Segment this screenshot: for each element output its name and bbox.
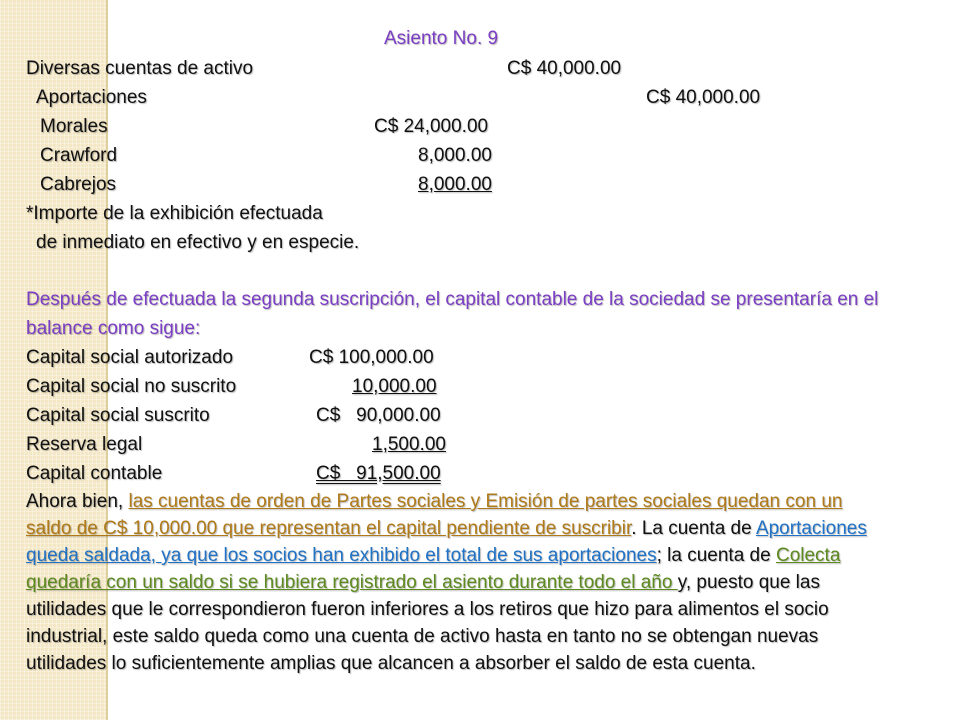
slide-title: Asiento No. 9: [384, 28, 499, 49]
partner-name: Cabrejos: [40, 174, 117, 195]
entry-credit-amount: C$ 40,000.00: [646, 87, 761, 108]
paragraph-line: [26, 488, 842, 515]
balance-label: Reserva legal: [26, 434, 143, 455]
balance-amount: C$ 90,000.00: [316, 405, 441, 426]
balance-amount: C$ 91,500.00: [316, 463, 441, 484]
entry-debit-label: Diversas cuentas de activo: [26, 58, 254, 79]
balance-amount: 10,000.00: [352, 376, 437, 397]
balance-label: Capital social suscrito: [26, 405, 210, 426]
balance-label: Capital contable: [26, 463, 163, 484]
paragraph-line: [26, 515, 867, 542]
paragraph-text: . La cuenta de: [631, 518, 756, 539]
hyperlink-aportaciones-cont[interactable]: queda saldada, ya que los socios han exhibido el total de sus aportaciones: [26, 545, 657, 566]
partner-name: Crawford: [40, 145, 118, 166]
paragraph-line: utilidades lo suficientemente amplias que alcancen a absorber el saldo de esta cuenta.: [26, 653, 756, 674]
hyperlink-order-accounts-cont[interactable]: saldo de C$ 10,000.00 que representan el capital pendiente de suscribir: [26, 518, 632, 539]
paragraph-text: ; la cuenta de: [656, 545, 776, 566]
balance-label: Capital social autorizado: [26, 347, 234, 368]
balance-label: Capital social no suscrito: [26, 376, 237, 397]
balance-amount: C$ 100,000.00: [309, 347, 434, 368]
hyperlink-colecta[interactable]: Colecta: [775, 545, 841, 566]
hyperlink-colecta-cont[interactable]: quedaría con un saldo si se hubiera registrado el asiento durante todo el año: [26, 572, 678, 593]
paragraph-line: utilidades que le correspondieron fueron inferiores a los retiros que hizo para alimentos el socio: [26, 599, 829, 620]
entry-note-line1: *Importe de la exhibición efectuada: [26, 203, 323, 224]
paragraph-line: [26, 542, 840, 569]
intro-line2: balance como sigue:: [26, 318, 201, 339]
partner-name: Morales: [40, 116, 108, 137]
partner-amount: C$ 24,000.00: [374, 116, 489, 137]
entry-debit-amount: C$ 40,000.00: [507, 58, 622, 79]
paragraph-line: [26, 569, 820, 596]
entry-note-line2: de inmediato en efectivo y en especie.: [36, 232, 360, 253]
hyperlink-order-accounts[interactable]: las cuentas de orden de Partes sociales y Emisión de partes sociales quedan con un: [128, 491, 843, 512]
hyperlink-aportaciones[interactable]: Aportaciones: [755, 518, 867, 539]
paragraph-text: y, puesto que las: [677, 572, 820, 593]
paragraph-text: Ahora bien,: [26, 491, 129, 512]
partner-amount: 8,000.00: [418, 174, 492, 195]
balance-amount: 1,500.00: [372, 434, 446, 455]
partner-amount: 8,000.00: [418, 145, 492, 166]
entry-credit-label: Aportaciones: [36, 87, 147, 108]
intro-line1: Después de efectuada la segunda suscripción, el capital contable de la sociedad se presentaría en el: [26, 289, 879, 310]
paragraph-line: industrial, este saldo queda como una cuenta de activo hasta en tanto no se obtengan nuevas: [26, 626, 819, 647]
